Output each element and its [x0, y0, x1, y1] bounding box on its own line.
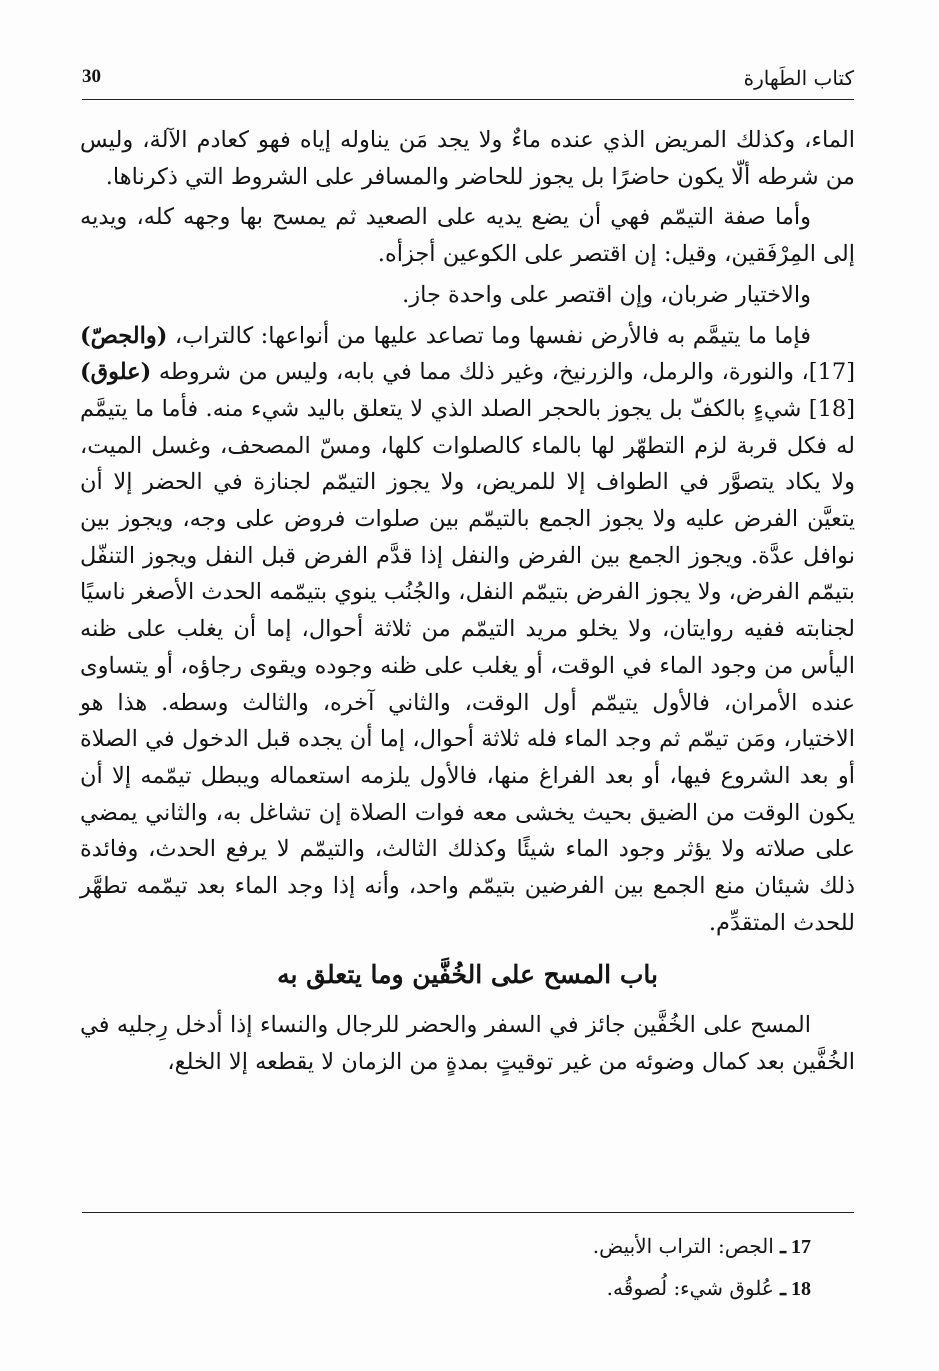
- paragraph-3: والاختيار ضربان، وإن اقتصر على واحدة جاز.: [402, 281, 811, 308]
- paragraph-4-part-a: فإما ما يتيمَّم به فالأرض نفسها وما تصاعد عليها من أنواعها: كالتراب،: [174, 322, 811, 349]
- page-header: [82, 66, 854, 94]
- footnote-ref-17[interactable]: [17]: [808, 359, 855, 386]
- main-text: [80, 122, 855, 1081]
- footnote-text: عُلوق شيء: لُصوقُه.: [606, 1276, 781, 1300]
- paragraph-4-part-b: ، والنورة، والرمل، والزرنيخ، وغير ذلك مما في بابه، وليس من شروطه: [158, 359, 809, 386]
- footnote-ref-18[interactable]: [18]: [808, 395, 855, 422]
- footnote-number: 18 ـ: [780, 1278, 811, 1300]
- term-jiss: (والجصّ): [80, 322, 168, 349]
- section-heading: باب المسح على الخُفَّين وما يتعلق به: [277, 960, 658, 990]
- paragraph-5: المسح على الخُفَّين جائز في السفر والحضر للرجال والنساء إذا أدخل رِجليه في الخُفَّين بعد كمال وضوئه من غير توقيتٍ بمدةٍ من الزمان لا يقطعه إلا الخلع،: [80, 1012, 855, 1076]
- paragraph-4-part-c: شيءٍ بالكفّ بل يجوز بالحجر الصلد الذي لا يتعلق باليد شيء منه. فأما ما يتيمَّم له فكل قربة لزم التطهّر لها بالماء كالصلوات كلها، ومسّ المصحف، وغسل الميت، ولا يكاد يتصوَّر في الطواف إلا للمريض، ولا يجوز التيمّم لجنازة في الحضر إلا أن يتعيَّن الفرض عليه ولا يجوز الجمع بالتيمّم بين صلوات فروض على وجه، ويجوز بين نوافل عدَّة. ويجوز الجمع بين الفرض والنفل إذا قدَّم الفرض قبل النفل ويجوز التنفّل بتيمّم الفرض، ولا يجوز الفرض بتيمّم النفل، والجُنُب ينوي بتيمّمه الحدث الأصغر ناسيًا لجنابته ففيه روايتان، ولا يخلو مريد التيمّم من ثلاثة أحوال، إما أن يغلب على ظنه اليأس من وجود الماء في الوقت، أو يغلب على ظنه وجوده ويقوى رجاؤه، أو يتساوى عنده الأمران، فالأول يتيمّم أول الوقت، والثاني آخره، والثالث وسطه. هذا هو الاختيار، ومَن تيمّم ثم وجد الماء فله ثلاثة أحوال، إما أن يجده قبل الدخول في الصلاة أو بعد الشروع فيها، أو بعد الفراغ منها، فالأول يلزمه استعماله ويبطل تيمّمه إلا أن يكون الوقت من الضيق بحيث يخشى معه فوات الصلاة إن تشاغل به، والثاني يمضي على صلاته ولا يؤثر وجود الماء شيئًا وكذلك الثالث، والتيمّم لا يرفع الحدث، وفائدة ذلك شيئان منع الجمع بين الفرضين بتيمّم واحد، وأنه إذا وجد الماء بعد تيمّمه تطهَّر للحدث المتقدِّم.: [80, 395, 855, 936]
- footnote-divider: [82, 1212, 854, 1213]
- footnotes: [80, 1226, 855, 1310]
- footnote-text: الجص: التراب الأبيض.: [592, 1234, 781, 1258]
- paragraph-1: الماء، وكذلك المريض الذي عنده ماءٌ ولا يجد مَن يناوله إياه فهو كعادم الآلة، وليس من شرطه ألّا يكون حاضرًا بل يجوز للحاضر والمسافر على الشروط التي ذكرناها.: [80, 127, 855, 190]
- header-divider: [82, 99, 854, 100]
- running-title: كتاب الطَهارة: [743, 66, 854, 90]
- footnote-17: [80, 1226, 855, 1268]
- footnote-18: [80, 1268, 855, 1310]
- page-number: 30: [82, 66, 101, 87]
- paragraph-4: [80, 318, 855, 942]
- footnote-number: 17 ـ: [780, 1236, 811, 1258]
- paragraph-2: وأما صفة التيمّم فهي أن يضع يديه على الصعيد ثم يمسح بها وجهه كله، ويديه إلى المِرْفَقين، وقيل: إن اقتصر على الكوعين أجزأه.: [80, 204, 855, 268]
- term-uluq: (علوق): [80, 359, 152, 386]
